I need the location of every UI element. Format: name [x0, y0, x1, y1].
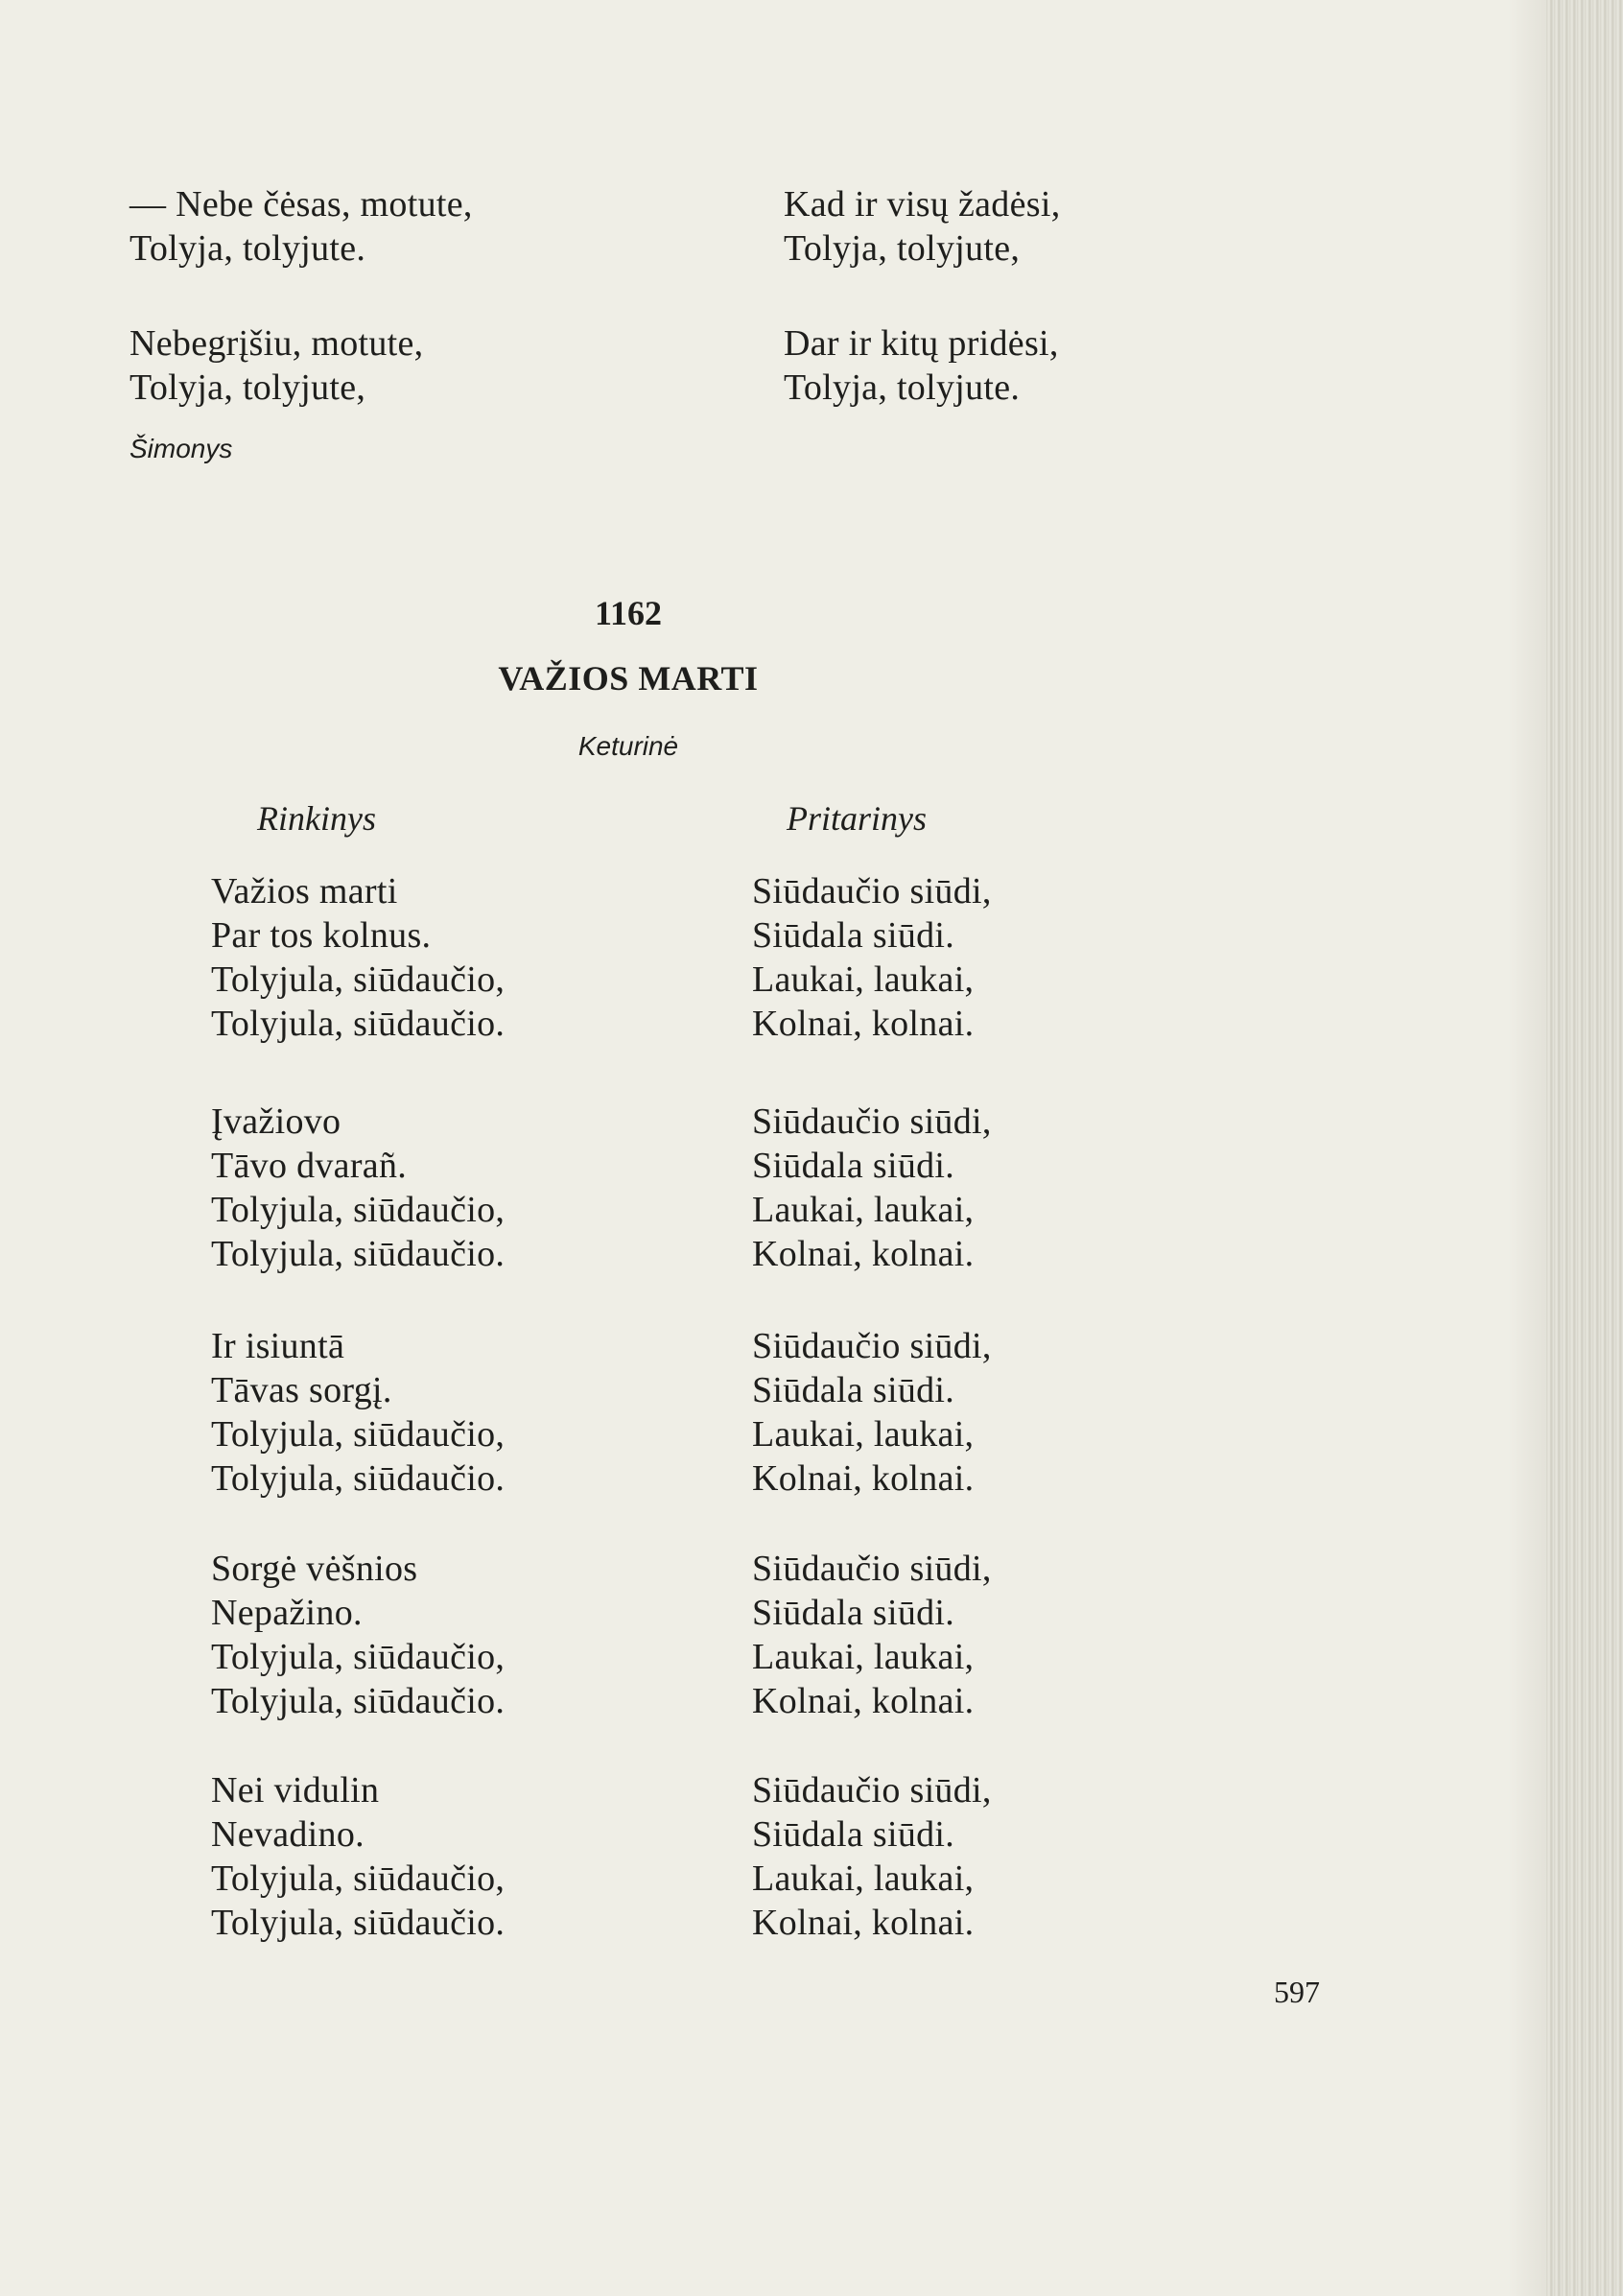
column-heading-rinkinys: Rinkinys	[257, 799, 376, 838]
verse-line: Tolyjula, siūdaučio.	[211, 1004, 506, 1044]
verse-line: Siūdala siūdi.	[752, 1593, 955, 1633]
verse-line: Nei vidulin	[211, 1770, 380, 1811]
verse-line: Kolnai, kolnai.	[752, 1234, 975, 1274]
song-number: 1162	[594, 594, 662, 632]
verse-line: Siūdaučio siūdi,	[752, 1101, 992, 1142]
verse-line: Siūdaučio siūdi,	[752, 1326, 992, 1366]
verse-line: Tolyjula, siūdaučio.	[211, 1458, 506, 1499]
verse-line: Tolyjula, siūdaučio.	[211, 1234, 506, 1274]
verse-line: Tolyjula, siūdaučio.	[211, 1681, 506, 1721]
verse-line: Kolnai, kolnai.	[752, 1458, 975, 1499]
verse-line: Nebegrįšiu, motute,	[129, 323, 424, 364]
verse-line: Sorgė vėšnios	[211, 1549, 418, 1589]
page-gutter-shadow	[1508, 0, 1546, 2296]
verse-line: Ir isiuntā	[211, 1326, 345, 1366]
verse-line: Siūdala siūdi.	[752, 915, 955, 956]
song-type: Keturinė	[577, 731, 679, 761]
verse-line: Tolyjula, siūdaučio,	[211, 1858, 506, 1899]
verse-line: Laukai, laukai,	[752, 1190, 975, 1230]
verse-line: Siūdala siūdi.	[752, 1370, 955, 1410]
verse-line: Tolyjula, siūdaučio,	[211, 959, 506, 1000]
verse-line: Laukai, laukai,	[752, 1858, 975, 1899]
place-attribution: Šimonys	[129, 434, 233, 463]
verse-line: Kad ir visų žadėsi,	[784, 184, 1061, 225]
page-edge	[1546, 0, 1623, 2296]
verse-line: — Nebe čėsas, motute,	[129, 184, 473, 225]
verse-line: Nepažino.	[211, 1593, 363, 1633]
verse-line: Dar ir kitų pridėsi,	[784, 323, 1059, 364]
verse-line: Nevadino.	[211, 1814, 365, 1855]
verse-line: Kolnai, kolnai.	[752, 1004, 975, 1044]
verse-line: Tāvo dvarañ.	[211, 1146, 408, 1186]
verse-line: Laukai, laukai,	[752, 1414, 975, 1455]
verse-line: Tolyjula, siūdaučio.	[211, 1903, 506, 1943]
verse-line: Laukai, laukai,	[752, 1637, 975, 1677]
verse-line: Siūdaučio siūdi,	[752, 871, 992, 911]
song-title: VAŽIOS MARTI	[498, 659, 759, 698]
verse-line: Siūdaučio siūdi,	[752, 1549, 992, 1589]
verse-line: Tolyja, tolyjute.	[784, 367, 1021, 408]
verse-line: Tolyjula, siūdaučio,	[211, 1637, 506, 1677]
verse-line: Tolyjula, siūdaučio,	[211, 1190, 506, 1230]
verse-line: Laukai, laukai,	[752, 959, 975, 1000]
verse-line: Tolyjula, siūdaučio,	[211, 1414, 506, 1455]
verse-line: Tolyja, tolyjute,	[784, 228, 1021, 269]
verse-line: Važios marti	[211, 871, 398, 911]
verse-line: Siūdala siūdi.	[752, 1814, 955, 1855]
verse-line: Įvažiovo	[211, 1101, 341, 1142]
verse-line: Kolnai, kolnai.	[752, 1681, 975, 1721]
verse-line: Tāvas sorgį.	[211, 1370, 392, 1410]
verse-line: Kolnai, kolnai.	[752, 1903, 975, 1943]
column-heading-pritarinys: Pritarinys	[787, 799, 928, 838]
verse-line: Tolyja, tolyjute.	[129, 228, 366, 269]
verse-line: Tolyja, tolyjute,	[129, 367, 366, 408]
page-number: 597	[1274, 1975, 1320, 2009]
verse-line: Par tos kolnus.	[211, 915, 432, 956]
verse-line: Siūdala siūdi.	[752, 1146, 955, 1186]
verse-line: Siūdaučio siūdi,	[752, 1770, 992, 1811]
